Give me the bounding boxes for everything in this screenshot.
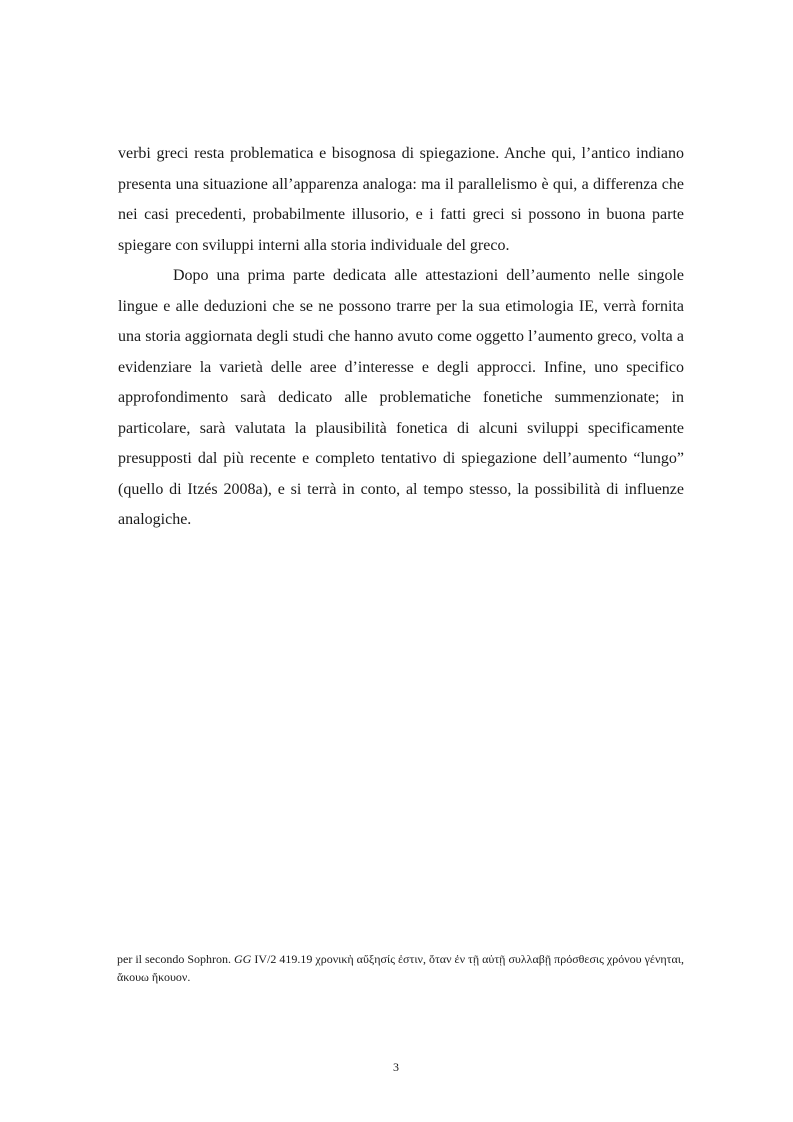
footnote-text [117, 950, 684, 986]
main-text [118, 139, 684, 536]
paragraph-1: verbi greci resta problematica e bisognosa di spiegazione. Anche qui, l’antico indiano presenta una situazione all’apparenza analoga: ma il parallelismo è qui, a differenza che nei casi precedenti, probabilmente illusorio, e i fatti greci si possono in buona parte spiegare con sviluppi interni alla storia individuale del greco. [118, 145, 684, 254]
footnote [117, 950, 684, 986]
footnote-text-after: IV/2 419.19 χρονικὴ αὔξησίς ἐστιν, ὅταν ἐν τῇ αὐτῇ συλλαβῇ πρόσθεσις χρόνου γένηται, ἄκουω ἤκουον. [117, 952, 684, 984]
footnote-citation: GG [234, 952, 252, 966]
footnote-text-before: per il secondo Sophron. [117, 952, 235, 966]
paragraph-2: Dopo una prima parte dedicata alle attestazioni dell’aumento nelle singole lingue e alle deduzioni che se ne possono trarre per la sua etimologia IE, verrà fornita una storia aggiornata degli studi che hanno avuto come oggetto l’aumento greco, volta a evidenziare la varietà delle aree d’interesse e degli approcci. Infine, uno specifico approfondimento sarà dedicato alle problematiche fonetiche summenzionate; in particolare, sarà valutata la plausibilità fonetica di alcuni sviluppi specificamente presupposti dal più recente e completo tentativo di spiegazione dell’aumento “lungo” (quello di Itzés 2008a), e si terrà in conto, al tempo stesso, la possibilità di influenze analogiche. [118, 267, 684, 528]
page-number: 3 [393, 1060, 399, 1074]
